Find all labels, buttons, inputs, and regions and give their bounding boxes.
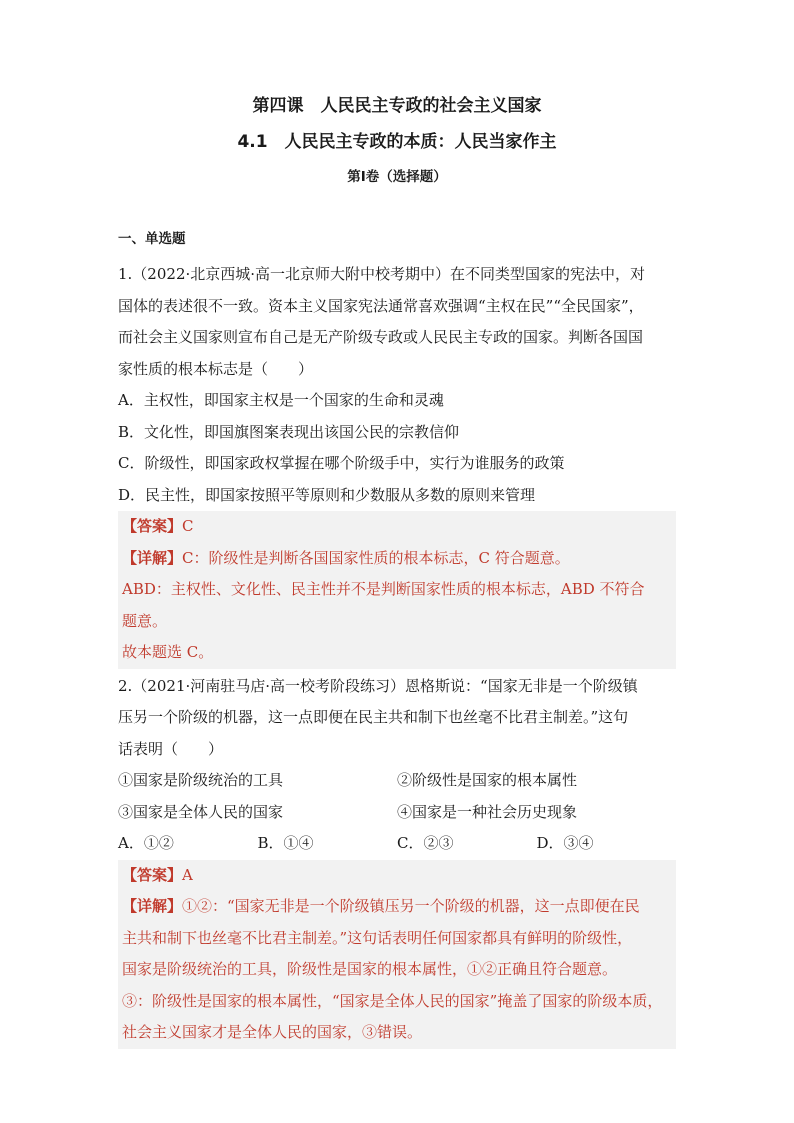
answer-value: C	[182, 517, 194, 535]
question-1-detail-line: ABD：主权性、文化性、民主性并不是判断国家性质的根本标志，ABD 不符合	[122, 580, 645, 598]
answer-tag: 【答案】	[122, 517, 183, 535]
statement-2: ②阶级性是国家的根本属性	[397, 771, 578, 789]
detail-line: C：阶级性是判断各国国家性质的根本标志，C 符合题意。	[182, 548, 570, 567]
question-1-stem-line: 而社会主义国家则宣布自己是无产阶级专政或人民民主专政的国家。判断各国国	[118, 328, 644, 346]
question-2-detail-line: 社会主义国家才是全体人民的国家，③错误。	[122, 1023, 423, 1041]
question-1-detail-line: 题意。	[122, 611, 168, 630]
question-1-stem-line: 国体的表述很不一致。资本主义国家宪法通常喜欢强调“主权在民”“全民国家”，	[118, 296, 644, 315]
question-1-option-c: C．阶级性，即国家政权掌握在哪个阶级手中，实行为谁服务的政策	[118, 454, 565, 472]
question-1-option-d: D．民主性，即国家按照平等原则和少数服从多数的原则来管理	[118, 485, 536, 504]
question-2-stem-line: 压另一个阶级的机器，这一点即便在民主共和制下也丝毫不比君主制差。”这句	[118, 708, 629, 726]
choice-a: A．①②	[118, 834, 174, 852]
statement-row	[118, 797, 676, 829]
statement-3: ③国家是全体人民的国家	[118, 802, 284, 821]
question-1-answer	[122, 511, 672, 543]
question-2-stem-line: 2.（2021·河南驻马店·高一校考阶段练习）恩格斯说：“国家无非是一个阶级镇	[118, 676, 638, 695]
statement-4: ④国家是一种社会历史现象	[397, 802, 578, 821]
question-2	[118, 671, 676, 1049]
question-2-answer	[122, 860, 672, 892]
detail-tag: 【详解】	[122, 548, 183, 567]
question-2-detail-line: ③：阶级性是国家的根本属性，“国家是全体人民的国家”掩盖了国家的阶级本质，	[122, 991, 663, 1010]
answer-value: A	[182, 865, 193, 884]
question-1-stem-line: 1.（2022·北京西城·高一北京师大附中校考期中）在不同类型国家的宪法中，对	[118, 265, 646, 283]
question-1	[118, 259, 676, 669]
question-1-option-a: A．主权性，即国家主权是一个国家的生命和灵魂	[118, 391, 444, 409]
lesson-title: 第四课 人民民主专政的社会主义国家	[252, 96, 542, 116]
answer-tag: 【答案】	[122, 865, 183, 884]
detail-line: ①②：“国家无非是一个阶级镇压另一个阶级的机器，这一点即便在民	[182, 897, 640, 915]
question-2-answer-box	[118, 860, 676, 1049]
question-2-detail-line: 国家是阶级统治的工具，阶级性是国家的根本属性，①②正确且符合题意。	[122, 960, 618, 978]
choice-c: C．②③	[397, 834, 454, 852]
choice-b: B．①④	[257, 834, 314, 852]
question-1-answer-box	[118, 511, 676, 669]
question-2-stem-line: 话表明（ ）	[118, 739, 224, 758]
choice-d: D．③④	[536, 834, 594, 852]
question-1-stem-line: 家性质的根本标志是（ ）	[118, 359, 314, 378]
choice-row	[118, 828, 676, 860]
section-title: 4.1 人民民主专政的本质：人民当家作主	[237, 132, 557, 152]
question-2-detail	[122, 891, 672, 923]
statement-1: ①国家是阶级统治的工具	[118, 771, 284, 789]
volume-title: 第Ⅰ卷（选择题）	[347, 169, 447, 185]
section-heading: 一、单选题	[118, 231, 186, 247]
detail-tag: 【详解】	[122, 897, 183, 915]
question-2-detail-line: 主共和制下也丝毫不比君主制差。”这句话表明任何国家都具有鲜明的阶级性，	[122, 928, 633, 947]
statement-row	[118, 765, 676, 797]
question-1-detail-line: 故本题选 C。	[122, 643, 214, 661]
question-1-detail	[122, 543, 672, 575]
question-1-option-b: B．文化性，即国旗图案表现出该国公民的宗教信仰	[118, 422, 460, 441]
